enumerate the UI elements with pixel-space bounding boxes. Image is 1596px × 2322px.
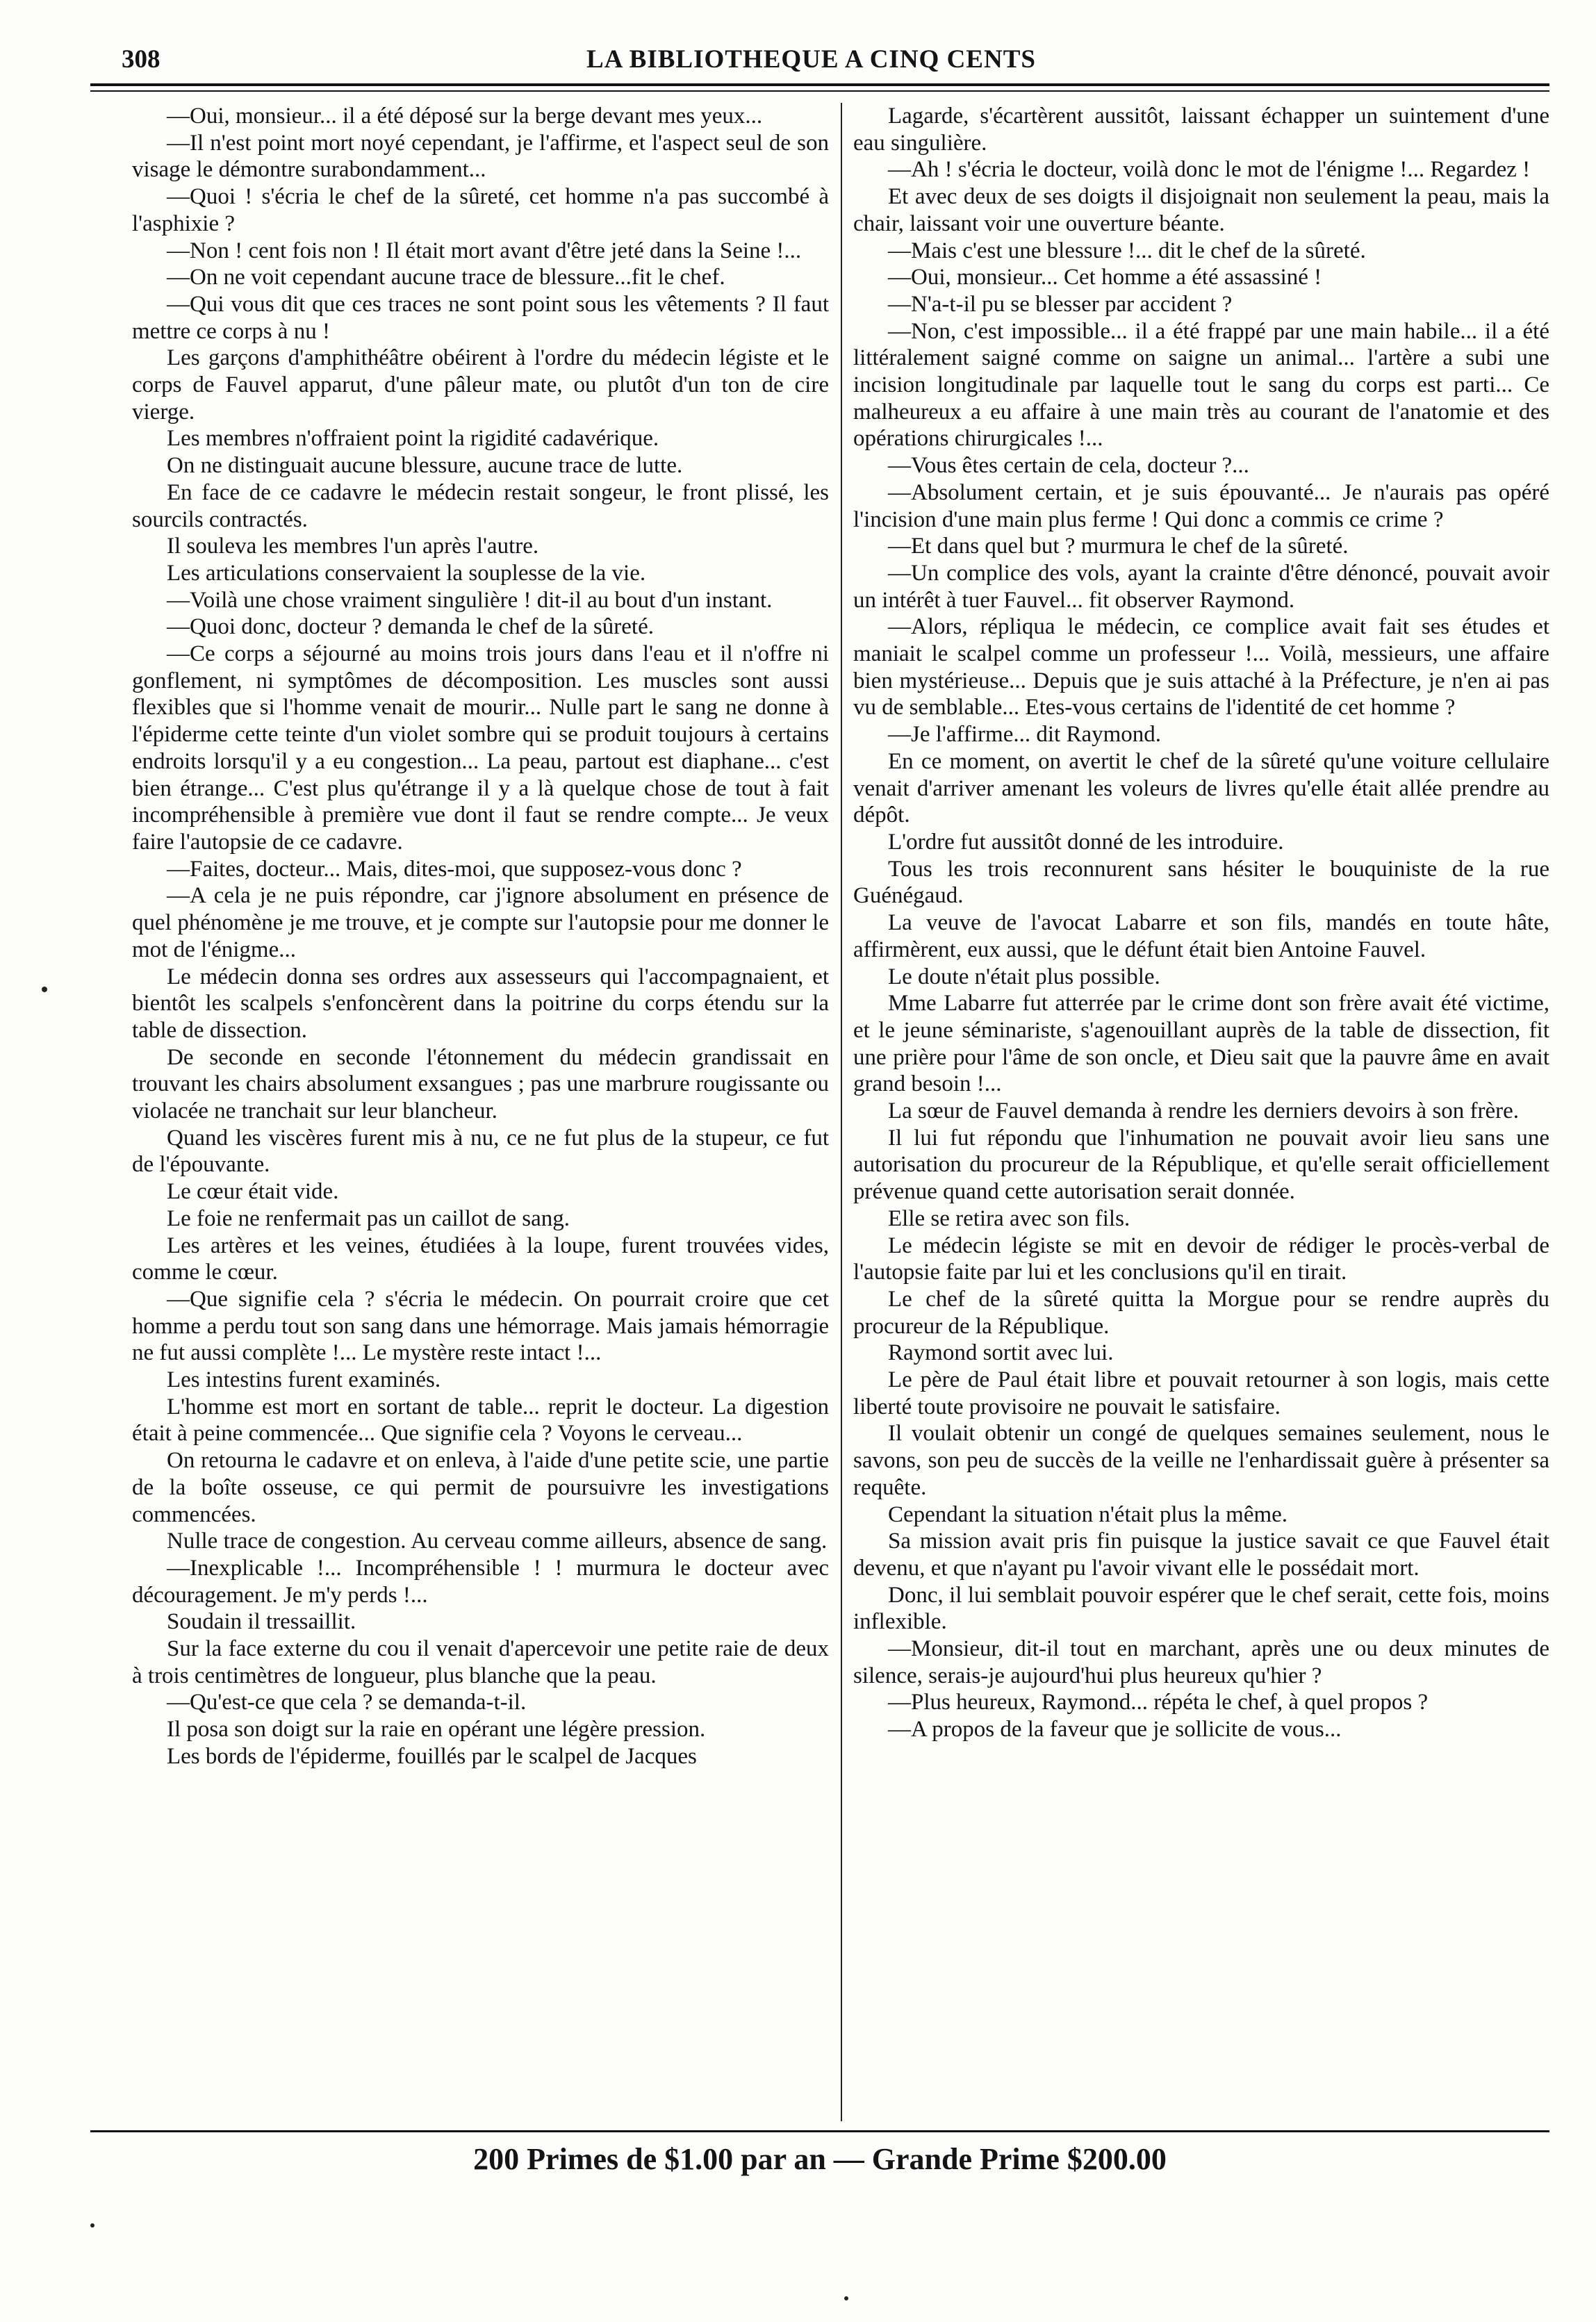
page-header bbox=[122, 44, 1501, 81]
paragraph: —Quoi ! s'écria le chef de la sûreté, cet homme n'a pas succombé à l'asphixie ? bbox=[132, 184, 829, 236]
paragraph: Soudain il tressaillit. bbox=[167, 1609, 356, 1635]
paragraph: —Oui, monsieur... il a été déposé sur la berge devant mes yeux... bbox=[167, 104, 763, 129]
print-speck bbox=[42, 987, 47, 992]
paragraph: —Ce corps a séjourné au moins trois jours dans l'eau et il n'offre ni gonflement, ni symptômes de décomposition. Les muscles sont aussi flexibles que si l'homme venait de mourir... Nulle part le sang ne donne à l'épiderme cette teinte d'un violet sombre qui se produit toujours à certains endroits lorsqu'il y a eu congestion... La peau, partout est diaphane... c'est bien étrange... C'est plus qu'étrange il y a là quelque chose de tout à fait incompréhensible à première vue dont il faut se rendre compte... Je veux faire l'autopsie de ce cadavre. bbox=[132, 641, 829, 855]
paragraph: —Plus heureux, Raymond... répéta le chef, à quel propos ? bbox=[888, 1690, 1429, 1715]
paragraph: —Un complice des vols, ayant la crainte d'être dénoncé, pouvait avoir un intérêt à tuer Fauvel... fit observer Raymond. bbox=[853, 560, 1549, 613]
paragraph: Nulle trace de congestion. Au cerveau comme ailleurs, absence de sang. bbox=[167, 1529, 828, 1554]
paragraph: —Ah ! s'écria le docteur, voilà donc le mot de l'énigme !... Regardez ! bbox=[888, 157, 1531, 183]
paragraph: On retourna le cadavre et on enleva, à l'aide d'une petite scie, une partie de la boîte osseuse, ce qui permit de poursuivre les investigations commencées. bbox=[132, 1448, 829, 1527]
print-speck bbox=[90, 2223, 94, 2228]
paragraph: —Quoi donc, docteur ? demanda le chef de la sûreté. bbox=[167, 614, 654, 640]
paragraph: Sa mission avait pris fin puisque la justice savait ce que Fauvel était devenu, et que n'ayant pu l'avoir vivant elle le possédait mort. bbox=[853, 1529, 1549, 1581]
paragraph: —Inexplicable !... Incompréhensible ! ! murmura le docteur avec découragement. Je m'y perds !... bbox=[132, 1555, 829, 1608]
running-title: LA BIBLIOTHEQUE A CINQ CENTS bbox=[586, 45, 1036, 74]
paragraph: Elle se retira avec son fils. bbox=[888, 1205, 1130, 1231]
paragraph: L'ordre fut aussitôt donné de les introduire. bbox=[888, 829, 1284, 855]
paragraph: Les bords de l'épiderme, fouillés par le scalpel de Jacques bbox=[167, 1743, 697, 1769]
paragraph: —Alors, répliqua le médecin, ce complice avait fait ses études et maniait le scalpel comme un professeur !... Voilà, messieurs, une affaire bien mystérieuse... Depuis que je suis attaché à la Préfecture, je n'en ai pas vu de semblable... Etes-vous certains de l'identité de cet homme ? bbox=[853, 614, 1549, 721]
paragraph: —A cela je ne puis répondre, car j'ignore absolument en présence de quel phénomène je me trouve, et je compte sur l'autopsie pour me donner le mot de l'énigme... bbox=[132, 883, 829, 962]
footer-rule bbox=[90, 2130, 1549, 2132]
paragraph: —Absolument certain, et je suis épouvanté... Je n'aurais pas opéré l'incision d'une main plus ferme ! Qui donc a commis ce crime ? bbox=[853, 479, 1549, 532]
paragraph: Le doute n'était plus possible. bbox=[888, 964, 1160, 989]
paragraph: —Voilà une chose vraiment singulière ! dit-il au bout d'un instant. bbox=[167, 587, 773, 613]
paragraph: Et avec deux de ses doigts il disjoignait non seulement la peau, mais la chair, laissant voir une ouverture béante. bbox=[853, 184, 1549, 236]
paragraph: On ne distinguait aucune blessure, aucune trace de lutte. bbox=[167, 453, 683, 479]
paragraph: Les artères et les veines, étudiées à la loupe, furent trouvées vides, comme le cœur. bbox=[132, 1233, 829, 1285]
paragraph: —Non ! cent fois non ! Il était mort avant d'être jeté dans la Seine !... bbox=[167, 238, 802, 263]
footer-advert: 200 Primes de $1.00 par an — Grande Prime $200.00 bbox=[473, 2142, 1167, 2176]
paragraph: Le père de Paul était libre et pouvait retourner à son logis, mais cette liberté toute provisoire ne pouvait le satisfaire. bbox=[853, 1367, 1549, 1419]
paragraph: —Je l'affirme... dit Raymond. bbox=[888, 722, 1162, 748]
paragraph: —Oui, monsieur... Cet homme a été assassiné ! bbox=[888, 265, 1322, 290]
paragraph: —A propos de la faveur que je sollicite de vous... bbox=[888, 1717, 1342, 1743]
paragraph: Le foie ne renfermait pas un caillot de sang. bbox=[167, 1205, 570, 1231]
paragraph: Sur la face externe du cou il venait d'apercevoir une petite raie de deux à trois centimètres de longueur, plus blanche que la peau. bbox=[132, 1636, 829, 1688]
left-column bbox=[132, 103, 829, 2118]
paragraph: —Non, c'est impossible... il a été frappé par une main habile... il a été littéralement saigné comme on saigne un animal... l'artère a subi une incision longitudinale par laquelle tout le sang du corps est parti... Ce malheureux a eu affaire à une main très au courant de l'anatomie et des opérations chirurgicales !... bbox=[853, 318, 1549, 452]
paragraph: —Mais c'est une blessure !... dit le chef de la sûreté. bbox=[888, 238, 1366, 263]
page-number: 308 bbox=[122, 45, 161, 74]
paragraph: —Et dans quel but ? murmura le chef de la sûreté. bbox=[888, 534, 1349, 559]
header-rule-thin bbox=[90, 90, 1549, 92]
paragraph: Il souleva les membres l'un après l'autre. bbox=[167, 534, 539, 559]
paragraph: Raymond sortit avec lui. bbox=[888, 1340, 1114, 1366]
paragraph: —N'a-t-il pu se blesser par accident ? bbox=[888, 291, 1233, 317]
paragraph: Le chef de la sûreté quitta la Morgue pour se rendre auprès du procureur de la République. bbox=[853, 1286, 1549, 1339]
paragraph: Cependant la situation n'était plus la même. bbox=[888, 1501, 1288, 1527]
paragraph: Il voulait obtenir un congé de quelques semaines seulement, nous le savons, son peu de succès de la veille ne l'enhardissait guère à présenter sa requête. bbox=[853, 1421, 1549, 1500]
paragraph: En face de ce cadavre le médecin restait songeur, le front plissé, les sourcils contractés. bbox=[132, 479, 829, 532]
paragraph: —Monsieur, dit-il tout en marchant, après une ou deux minutes de silence, serais-je aujourd'hui plus heureux qu'hier ? bbox=[853, 1636, 1549, 1688]
print-speck bbox=[844, 2296, 848, 2300]
column-divider bbox=[841, 103, 842, 2121]
paragraph: Il posa son doigt sur la raie en opérant une légère pression. bbox=[167, 1717, 706, 1743]
paragraph: Les intestins furent examinés. bbox=[167, 1367, 441, 1393]
paragraph: Tous les trois reconnurent sans hésiter le bouquiniste de la rue Guénégaud. bbox=[853, 856, 1549, 909]
paragraph: —Vous êtes certain de cela, docteur ?... bbox=[888, 453, 1249, 479]
paragraph: Donc, il lui semblait pouvoir espérer que le chef serait, cette fois, moins inflexible. bbox=[853, 1582, 1549, 1635]
paragraph: —Qu'est-ce que cela ? se demanda-t-il. bbox=[167, 1690, 527, 1715]
header-rule bbox=[90, 83, 1549, 86]
paragraph: De seconde en seconde l'étonnement du médecin grandissait en trouvant les chairs absolument exsangues ; pas une marbrure rougissante ou violacée ne tranchait sur leur blancheur. bbox=[132, 1044, 829, 1124]
paragraph: Le médecin légiste se mit en devoir de rédiger le procès-verbal de l'autopsie faite par lui et les conclusions qu'il en tirait. bbox=[853, 1233, 1549, 1285]
paragraph: —Qui vous dit que ces traces ne sont point sous les vêtements ? Il faut mettre ce corps à nu ! bbox=[132, 291, 829, 344]
paragraph: Le médecin donna ses ordres aux assesseurs qui l'accompagnaient, et bientôt les scalpels s'enfoncèrent dans la poitrine du corps étendu sur la table de dissection. bbox=[132, 964, 829, 1043]
paragraph: —Faites, docteur... Mais, dites-moi, que supposez-vous donc ? bbox=[167, 856, 742, 882]
right-column bbox=[853, 103, 1549, 2118]
paragraph: En ce moment, on avertit le chef de la sûreté qu'une voiture cellulaire venait d'arriver amenant les voleurs de livres qu'elle était allée prendre au dépôt. bbox=[853, 748, 1549, 828]
paragraph: La veuve de l'avocat Labarre et son fils, mandés en toute hâte, affirmèrent, eux aussi, que le défunt était bien Antoine Fauvel. bbox=[853, 910, 1549, 962]
paragraph: Les garçons d'amphithéâtre obéirent à l'ordre du médecin légiste et le corps de Fauvel apparut, d'une pâleur mate, ou plutôt d'un ton de cire vierge. bbox=[132, 345, 829, 425]
paragraph: La sœur de Fauvel demanda à rendre les derniers devoirs à son frère. bbox=[888, 1098, 1520, 1124]
paragraph: Le cœur était vide. bbox=[167, 1179, 339, 1205]
paragraph: Les membres n'offraient point la rigidité cadavérique. bbox=[167, 426, 659, 452]
paragraph: —On ne voit cependant aucune trace de blessure...fit le chef. bbox=[167, 265, 725, 290]
paragraph: —Il n'est point mort noyé cependant, je l'affirme, et l'aspect seul de son visage le démontre surabondamment... bbox=[132, 130, 829, 183]
paragraph: L'homme est mort en sortant de table... reprit le docteur. La digestion était à peine commencée... Que signifie cela ? Voyons le cerveau... bbox=[132, 1394, 829, 1447]
paragraph: Quand les viscères furent mis à nu, ce ne fut plus de la stupeur, ce fut de l'épouvante. bbox=[132, 1125, 829, 1178]
paragraph: Il lui fut répondu que l'inhumation ne pouvait avoir lieu sans une autorisation du procureur de la République, et qu'elle serait officiellement prévenue quand cette autorisation serait donnée. bbox=[853, 1125, 1549, 1205]
paragraph: Les articulations conservaient la souplesse de la vie. bbox=[167, 560, 646, 586]
paragraph: Mme Labarre fut atterrée par le crime dont son frère avait été victime, et le jeune séminariste, s'agenouillant auprès de la table de dissection, fit une prière pour l'âme de son oncle, et Dieu sait que la pauvre âme en avait grand besoin !... bbox=[853, 991, 1549, 1097]
paragraph: Lagarde, s'écartèrent aussitôt, laissant échapper un suintement d'une eau singulière. bbox=[853, 104, 1549, 156]
paragraph: —Que signifie cela ? s'écria le médecin. On pourrait croire que cet homme a perdu tout son sang dans une hémorrage. Mais jamais hémorragie ne fut aussi complète !... Le mystère reste intact !... bbox=[132, 1286, 829, 1366]
